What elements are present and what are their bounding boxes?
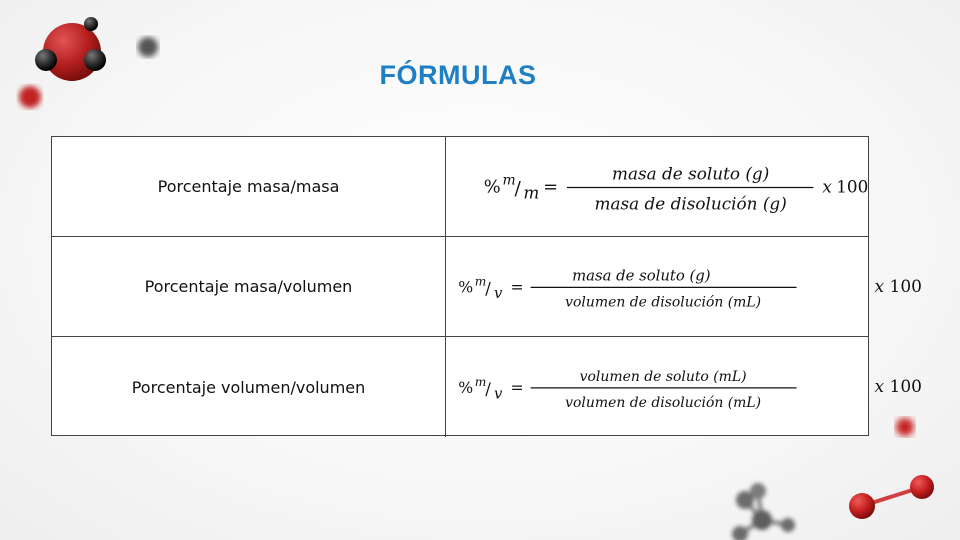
numerator: masa de soluto (g): [572, 267, 711, 285]
row-label: Porcentaje volumen/volumen: [52, 337, 446, 437]
ratio-slash: /: [485, 279, 491, 299]
denominator: masa de disolución (g): [594, 193, 787, 214]
row-label: Porcentaje masa/masa: [52, 137, 446, 236]
numerator: masa de soluto (g): [612, 163, 770, 184]
percent-sign: %: [458, 277, 474, 297]
table-row: [52, 137, 868, 237]
factor: 100: [836, 176, 868, 197]
percent-sign: %: [483, 176, 501, 198]
ratio-top: m: [474, 274, 487, 289]
multiplier: [875, 377, 922, 397]
numerator: volumen de soluto (mL): [579, 368, 747, 385]
times-sign: x: [822, 176, 832, 197]
ratio-bottom: m: [523, 182, 540, 203]
multiplier: [875, 277, 922, 297]
ratio-bottom: v: [493, 385, 503, 403]
denominator: volumen de disolución (mL): [565, 294, 762, 311]
times-sign: x: [874, 377, 885, 397]
table-row: [52, 237, 922, 337]
formula-mass-volume: [446, 237, 922, 336]
factor: 100: [889, 277, 922, 297]
ratio-top: m: [474, 375, 487, 390]
ratio-slash: /: [514, 178, 521, 200]
ratio-slash: /: [485, 379, 491, 399]
formulas-table: [51, 136, 922, 436]
ratio-top: m: [502, 172, 516, 189]
formula-mass-mass: [446, 137, 868, 236]
equals-sign: =: [510, 378, 524, 398]
row-label: Porcentaje masa/volumen: [52, 237, 446, 336]
percent-sign: %: [458, 378, 474, 398]
equals-sign: =: [543, 176, 559, 198]
denominator: volumen de disolución (mL): [565, 395, 762, 412]
factor: 100: [889, 377, 922, 397]
equals-sign: =: [510, 277, 524, 297]
ratio-bottom: v: [493, 284, 503, 302]
times-sign: x: [874, 277, 885, 297]
table-row: [52, 337, 922, 437]
page-title: FÓRMULAS: [379, 60, 537, 90]
formula-volume-volume: [446, 337, 922, 437]
